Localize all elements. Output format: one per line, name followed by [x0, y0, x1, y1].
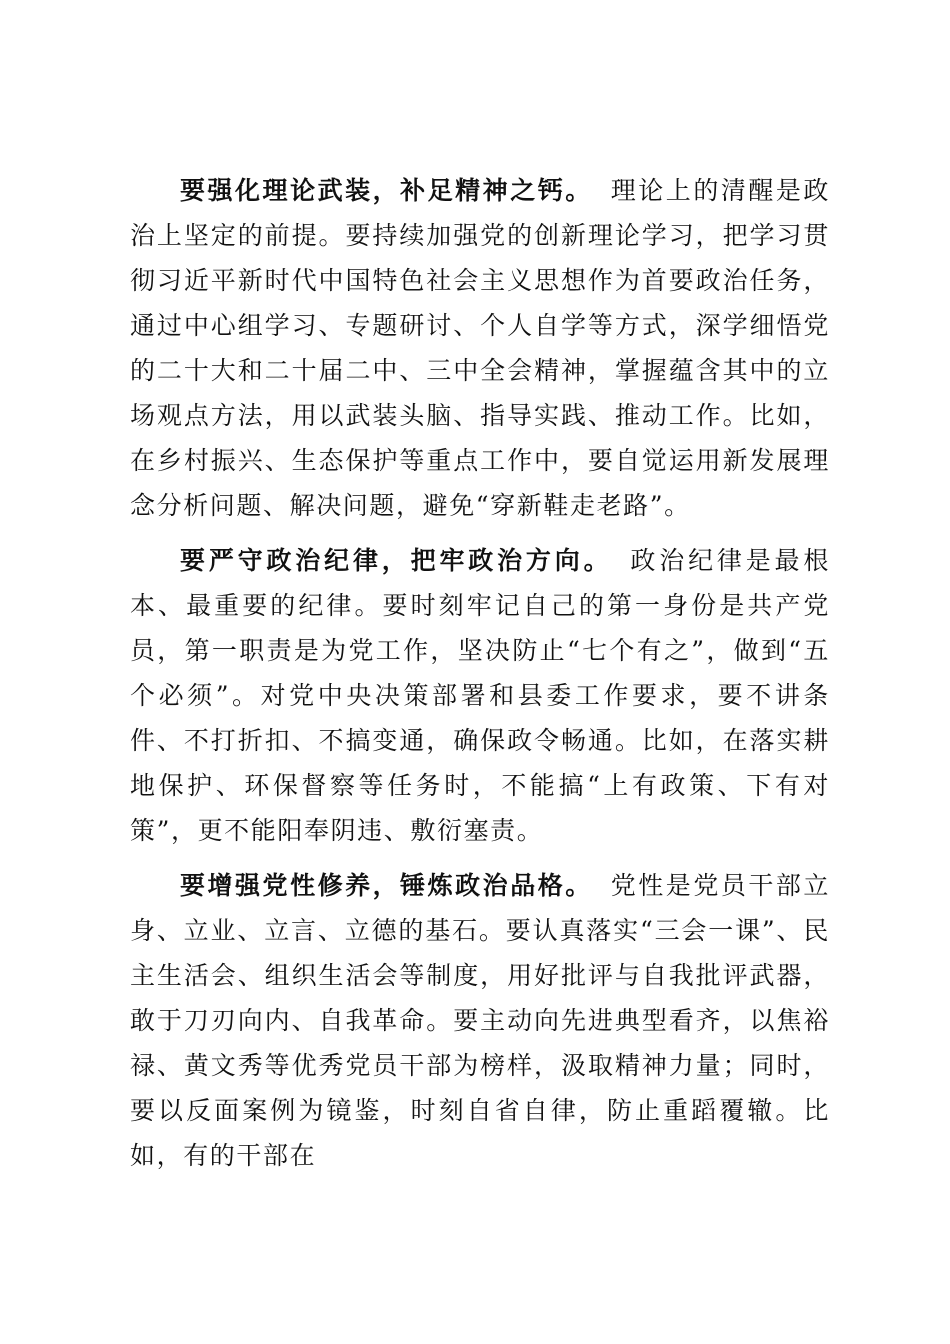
paragraph-text: 政治纪律是最根本、最重要的纪律。要时刻牢记自己的第一身份是共产党员，第一职责是为党工作，坚决防止“七个有之”，做到“五个必须”。对党中央决策部署和县委工作要求，要不讲条件、不打折扣、不搞变通，确保政令畅通。比如，在落实耕地保护、环保督察等任务时，不能搞“上有政策、下有对策”，更不能阳奉阴违、敷衍塞责。 — [130, 546, 830, 845]
paragraph-heading: 要增强党性修养，锤炼政治品格。 — [180, 871, 593, 900]
paragraph-text: 理论上的清醒是政治上坚定的前提。要持续加强党的创新理论学习，把学习贯彻习近平新时代中国特色社会主义思想作为首要政治任务，通过中心组学习、专题研讨、个人自学等方式，深学细悟党的二十大和二十届二中、三中全会精神，掌握蕴含其中的立场观点方法，用以武装头脑、指导实践、推动工作。比如，在乡村振兴、生态保护等重点工作中，要自觉运用新发展理念分析问题、解决问题，避免“穿新鞋走老路”。 — [130, 176, 830, 520]
paragraph-theory — [130, 168, 830, 528]
document-body — [130, 168, 830, 1188]
paragraph-heading: 要严守政治纪律，把牢政治方向。 — [180, 546, 613, 575]
paragraph-heading: 要强化理论武装，补足精神之钙。 — [180, 176, 593, 205]
paragraph-party-spirit — [130, 863, 830, 1178]
paragraph-discipline — [130, 538, 830, 853]
paragraph-text: 党性是党员干部立身、立业、立言、立德的基石。要认真落实“三会一课”、民主生活会、组织生活会等制度，用好批评与自我批评武器，敢于刀刃向内、自我革命。要主动向先进典型看齐，以焦裕禄、黄文秀等优秀党员干部为榜样，汲取精神力量；同时，要以反面案例为镜鉴，时刻自省自律，防止重蹈覆辙。比如，有的干部在 — [130, 871, 830, 1170]
